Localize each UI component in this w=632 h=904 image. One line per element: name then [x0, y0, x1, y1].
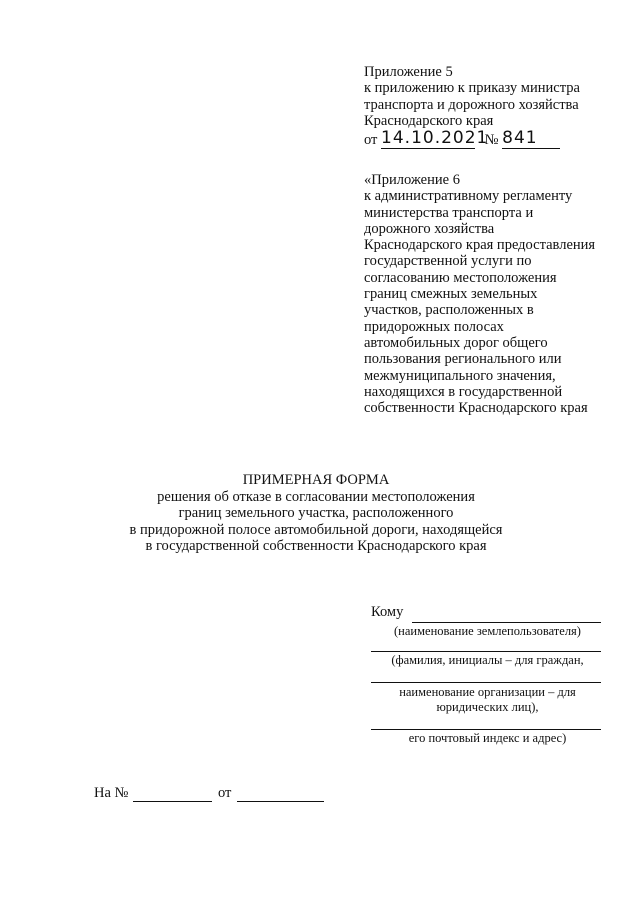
appendix-line: собственности Краснодарского края — [364, 400, 588, 417]
caption-landuser: (наименование землепользователя) — [394, 624, 581, 638]
recipient-line-3[interactable] — [371, 670, 601, 683]
handwritten-date: 14.10.2021 — [381, 128, 489, 148]
caption-citizens: (фамилия, инициалы – для граждан, — [391, 653, 584, 667]
form-title-line: в государственной собственности Краснодарского края — [145, 538, 487, 554]
form-title-line: в придорожной полосе автомобильной дороги, находящейся — [129, 521, 503, 538]
appendix-line: Краснодарского края предоставления — [364, 237, 596, 254]
appendix-line: участков, расположенных в — [364, 302, 534, 319]
appendix-line: находящихся в государственной — [364, 383, 563, 400]
date-field — [381, 128, 489, 149]
appendix-line: границ смежных земельных — [364, 286, 538, 303]
appendix-line: к административному регламенту — [364, 188, 573, 205]
handwritten-number: 841 — [502, 128, 538, 148]
appendix-line: Краснодарского края — [364, 112, 494, 129]
ref-number-label: На № — [94, 785, 129, 801]
appendix-line: придорожных полосах — [364, 318, 504, 335]
appendix-line: пользования регионального или — [364, 351, 562, 368]
order-date-number — [364, 130, 560, 149]
ref-number-field[interactable] — [133, 786, 212, 802]
ref-date-field[interactable] — [237, 786, 324, 802]
form-title-line: границ земельного участка, расположенного — [178, 505, 454, 521]
to-label: Кому — [371, 604, 404, 620]
appendix-line: министерства транспорта и — [364, 204, 534, 221]
recipient-line-2[interactable] — [371, 639, 601, 652]
caption-legal-entities: юридических лиц), — [436, 700, 539, 714]
appendix-line: согласованию местоположения — [364, 269, 557, 286]
ref-date-label: от — [218, 785, 232, 801]
caption-address: его почтовый индекс и адрес) — [408, 731, 567, 745]
appendix-6-header — [364, 172, 595, 416]
form-heading: ПРИМЕРНАЯ ФОРМА — [242, 472, 390, 488]
appendix-5-header — [364, 64, 580, 129]
form-title — [0, 472, 632, 555]
recipient-line-1[interactable] — [412, 605, 601, 623]
number-prefix: № — [484, 132, 499, 148]
form-title-line: решения об отказе в согласовании местоположения — [157, 488, 475, 505]
appendix-line: автомобильных дорог общего — [364, 334, 548, 351]
appendix-line: к приложению к приказу министра — [364, 80, 580, 97]
number-field — [502, 130, 560, 149]
appendix-line: транспорта и дорожного хозяйства — [364, 96, 579, 113]
appendix-line: дорожного хозяйства — [364, 220, 495, 237]
recipient-line-4[interactable] — [371, 717, 601, 730]
date-prefix: от — [364, 132, 378, 148]
appendix-line: Приложение 5 — [364, 64, 453, 80]
caption-organization: наименование организации – для — [399, 685, 576, 699]
appendix-line: «Приложение 6 — [364, 172, 460, 188]
appendix-line: государственной услуги по — [364, 253, 532, 270]
appendix-line: межмуниципального значения, — [364, 367, 556, 384]
